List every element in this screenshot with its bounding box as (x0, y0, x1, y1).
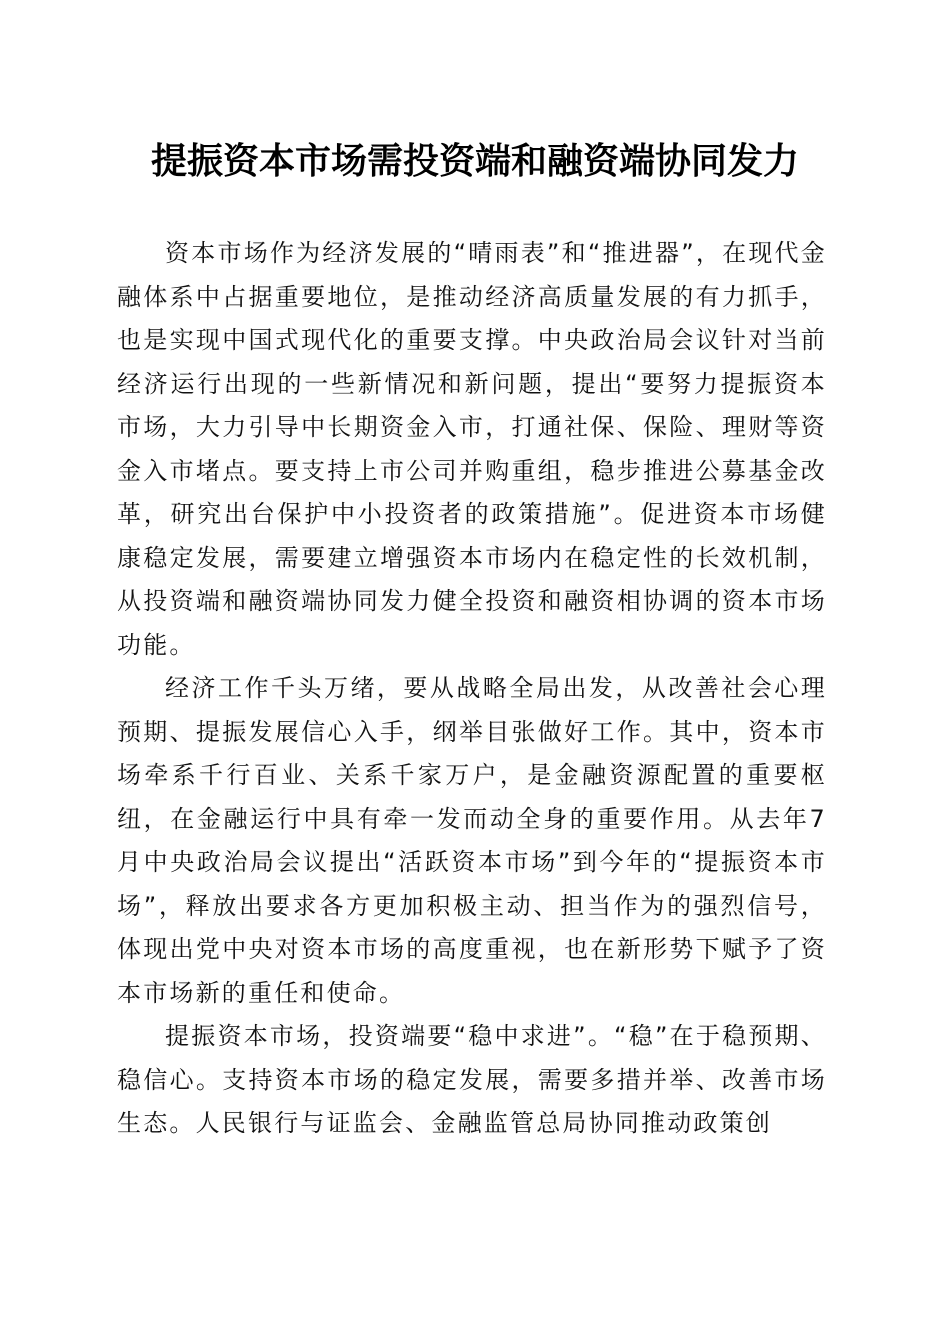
paragraph-1: 资本市场作为经济发展的“晴雨表”和“推进器”，在现代金融体系中占据重要地位，是推动经济高质量发展的有力抓手，也是实现中国式现代化的重要支撑。中央政治局会议针对当前经济运行出现的一些新情况和新问题，提出“要努力提振资本市场，大力引导中长期资金入市，打通社保、保险、理财等资金入市堵点。要支持上市公司并购重组，稳步推进公募基金改革，研究出台保护中小投资者的政策措施”。促进资本市场健康稳定发展，需要建立增强资本市场内在稳定性的长效机制，从投资端和融资端协同发力健全投资和融资相协调的资本市场功能。 (117, 239, 827, 659)
paragraph-3: 提振资本市场，投资端要“稳中求进”。“稳”在于稳预期、稳信心。支持资本市场的稳定发展，需要多措并举、改善市场生态。人民银行与证监会、金融监管总局协同推动政策创 (117, 1022, 827, 1137)
paragraph-2: 经济工作千头万绪，要从战略全局出发，从改善社会心理预期、提振发展信心入手，纲举目张做好工作。其中，资本市场牵系千行百业、关系千家万户，是金融资源配置的重要枢纽，在金融运行中具有牵一发而动全身的重要作用。从去年7月中央政治局会议提出“活跃资本市场”到今年的“提振资本市场”，释放出要求各方更加积极主动、担当作为的强烈信号，体现出党中央对资本市场的高度重视，也在新形势下赋予了资本市场新的重任和使命。 (117, 674, 827, 1007)
document-title: 提振资本市场需投资端和融资端协同发力 (150, 140, 799, 182)
document-body (117, 232, 827, 1146)
